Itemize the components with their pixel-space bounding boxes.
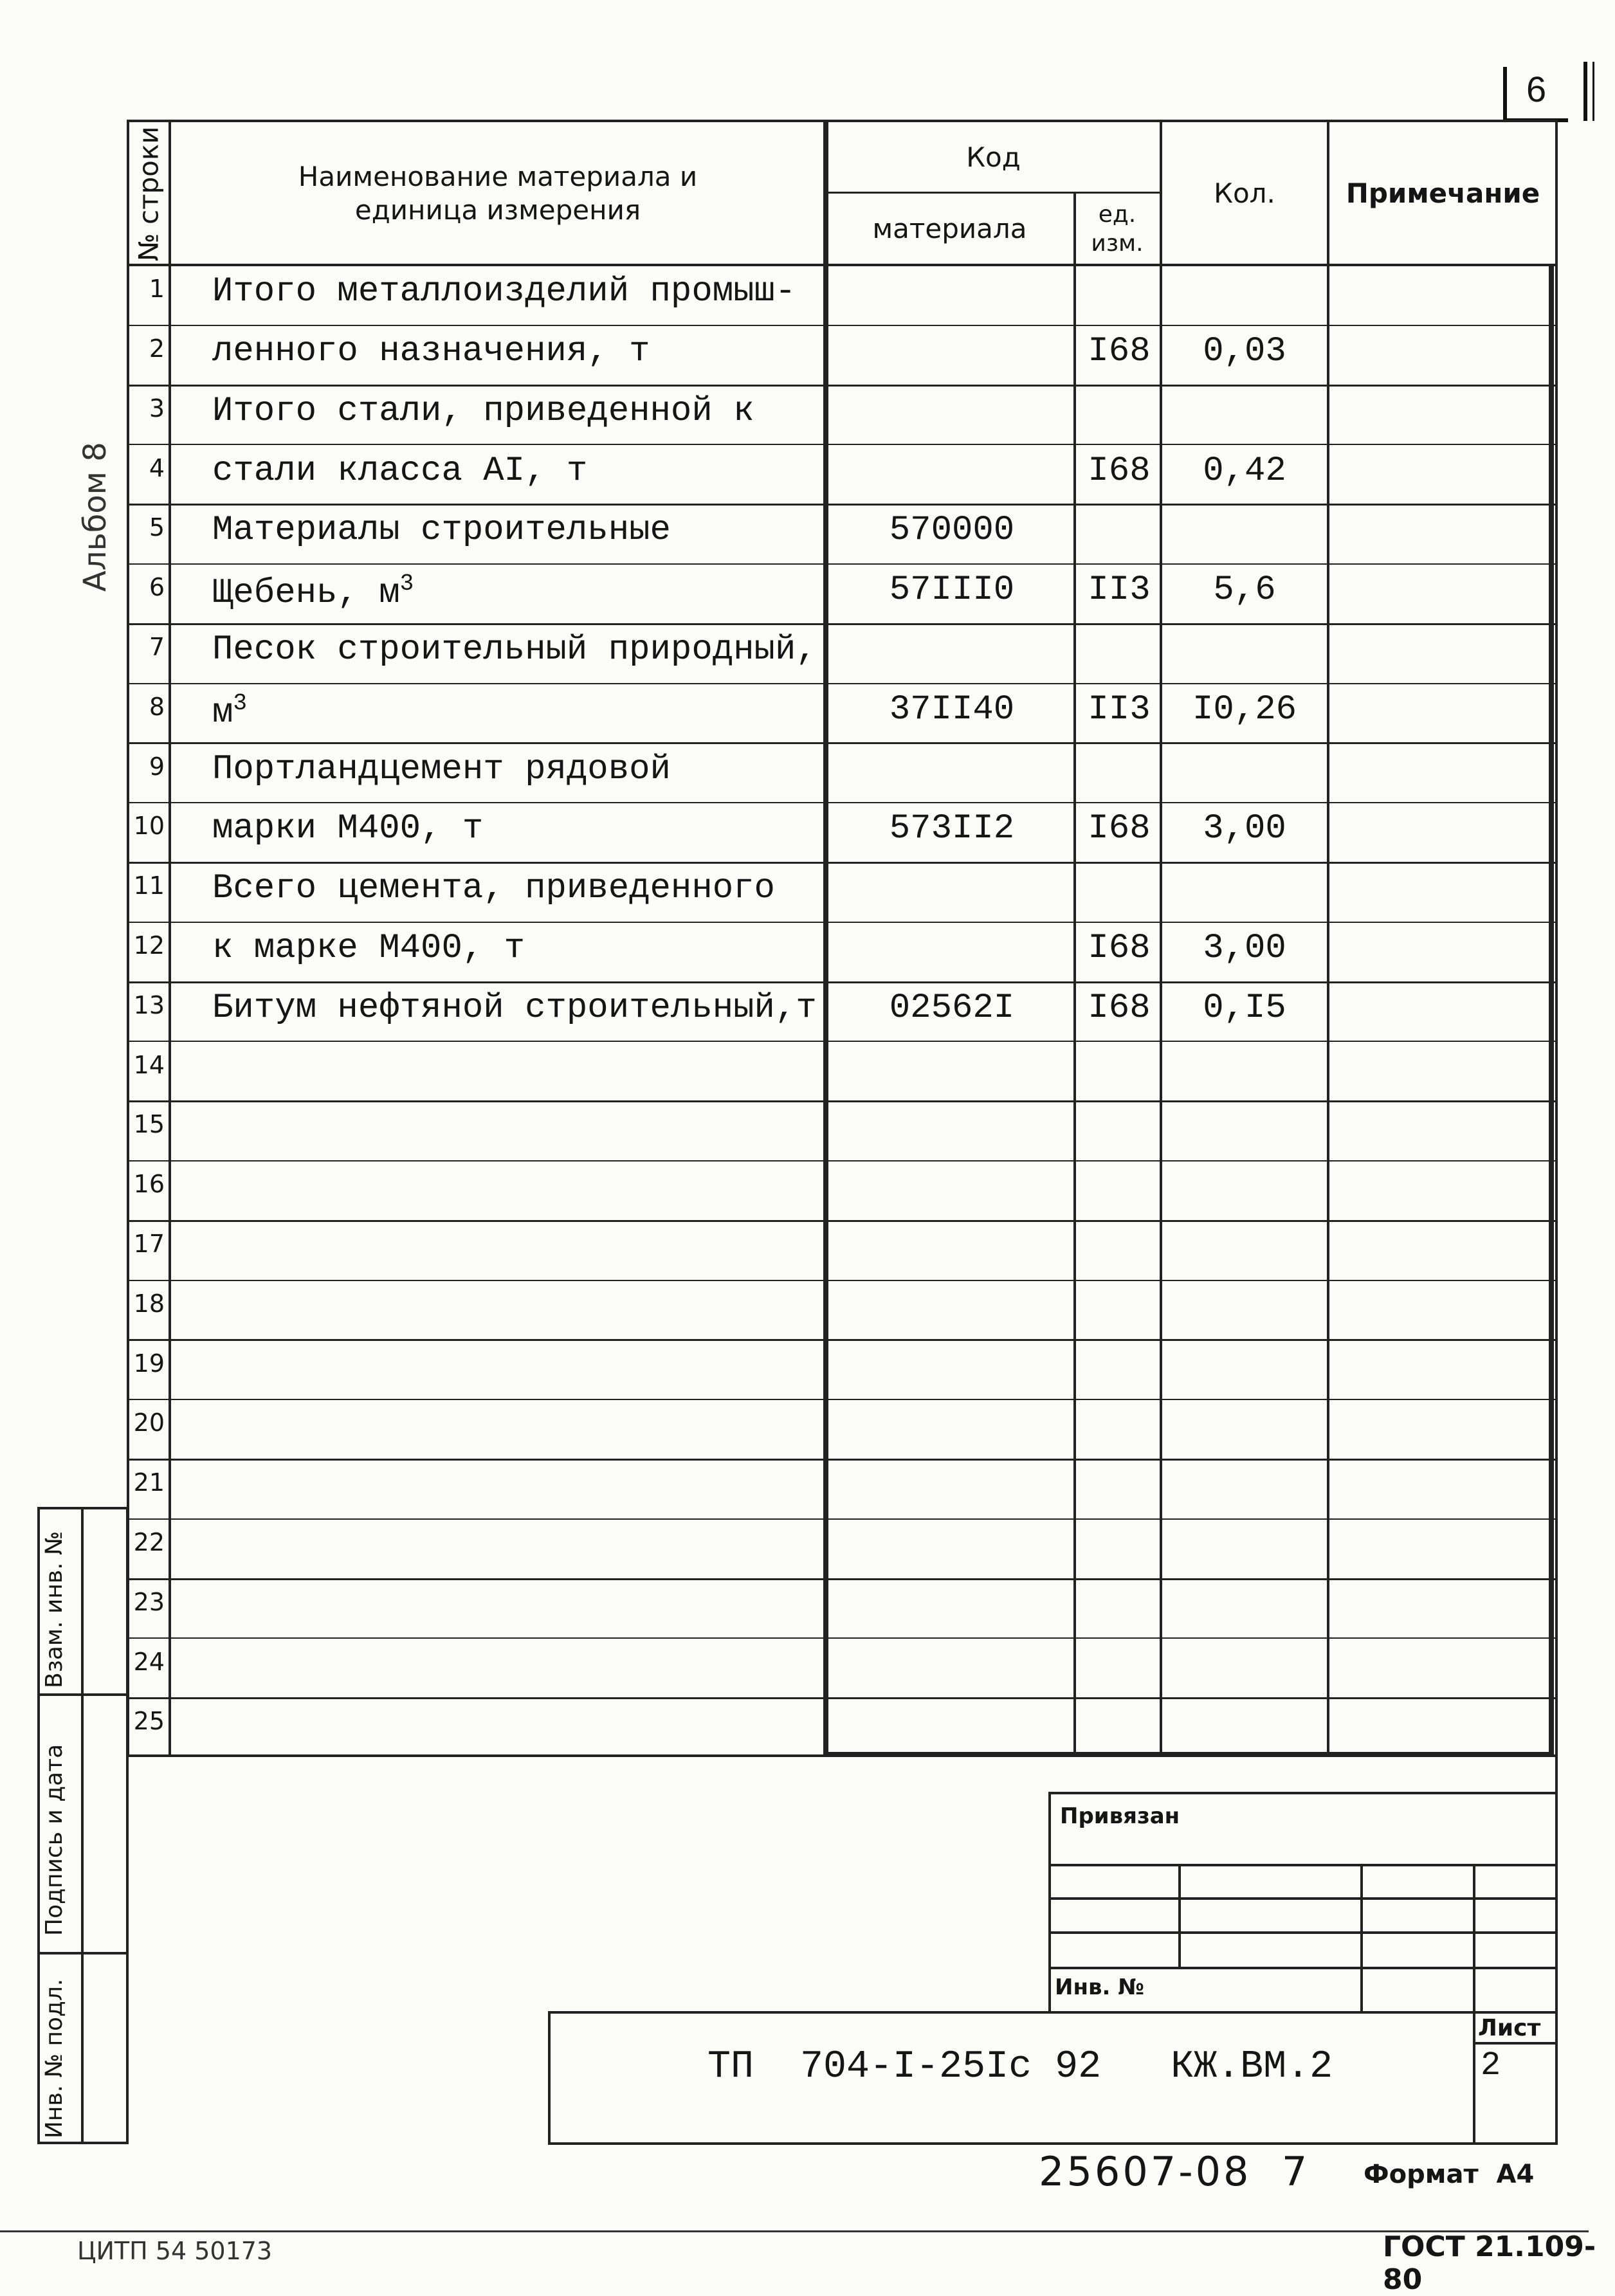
row-number: 22 (133, 1528, 165, 1556)
row-number: 13 (133, 991, 165, 1019)
grid-line (127, 264, 1558, 266)
header-row-number: № строки (132, 126, 165, 261)
grid-line (1073, 192, 1076, 1757)
side-vzam-inv: Взам. инв. № (41, 1531, 68, 1688)
grid-line (127, 1160, 1558, 1162)
grid-line (127, 1100, 1558, 1102)
grid-line (127, 862, 1558, 864)
grid-line (823, 1752, 1554, 1757)
material-name: Всего цемента, приведенного (212, 869, 775, 908)
material-code: 37II40 (889, 690, 1015, 729)
album-label: Альбом 8 (77, 442, 113, 592)
unit-code: I68 (1088, 332, 1151, 371)
material-name: Итого стали, приведенной к (212, 392, 754, 431)
material-name: ленного назначения, т (212, 332, 650, 371)
grid-line (127, 444, 1558, 445)
format-label: Формат А4 (1364, 2160, 1535, 2189)
row-number: 15 (133, 1110, 165, 1138)
grid-line (127, 1280, 1558, 1281)
header-code-material: материала (872, 212, 1027, 244)
material-name: стали класса AI, т (212, 451, 588, 491)
grid-line (127, 1220, 1558, 1222)
header-note: Примечание (1346, 177, 1540, 209)
quantity: 3,00 (1203, 929, 1286, 968)
material-name: Битум нефтяной строительный,т (212, 989, 817, 1028)
row-number: 16 (133, 1170, 165, 1198)
header-qty: Кол. (1214, 177, 1275, 209)
grid-line (127, 1459, 1558, 1461)
row-number: 6 (149, 573, 165, 601)
header-code-unit: ед. изм. (1091, 201, 1144, 257)
grid-line (127, 1697, 1558, 1699)
row-number: 2 (149, 334, 165, 363)
row-number: 19 (133, 1349, 165, 1378)
row-number: 3 (149, 394, 165, 423)
material-name: Песок строительный природный, (212, 630, 817, 670)
grid-line (127, 325, 1558, 326)
unit-code: I68 (1088, 809, 1151, 848)
material-name: Щебень, $м^3$ (212, 570, 414, 613)
material-code: 02562I (889, 989, 1015, 1028)
grid-line (127, 683, 1558, 684)
stamp-privyazan: Привязан (1060, 1803, 1180, 1829)
grid-line (127, 385, 1558, 387)
row-number: 25 (133, 1707, 165, 1735)
side-inv-podl: Инв. № подл. (41, 1978, 68, 2138)
grid-line (127, 742, 1558, 744)
row-number: 24 (133, 1648, 165, 1676)
corner-mark (1592, 62, 1594, 121)
quantity: 0,03 (1203, 332, 1286, 371)
row-number: 11 (133, 871, 165, 900)
grid-line (826, 192, 1161, 194)
gost-label: ГОСТ 21.109-80 (1383, 2230, 1596, 2296)
unit-code: I68 (1088, 989, 1151, 1028)
grid-line (127, 563, 1558, 565)
grid-line (823, 120, 828, 1757)
footer-code: ЦИТП 54 50173 (77, 2237, 273, 2265)
row-number: 7 (149, 633, 165, 661)
grid-line (127, 623, 1558, 625)
row-number: 4 (149, 454, 165, 482)
material-name: марки М400, т (212, 809, 484, 848)
grid-line (127, 981, 1558, 983)
quantity: 5,6 (1213, 570, 1276, 610)
header-code: Код (966, 141, 1021, 173)
material-name: Итого металлоизделий промыш- (212, 272, 796, 311)
grid-line (127, 922, 1558, 923)
material-name: Материалы строительные (212, 511, 671, 550)
sheet-number: 2 (1481, 2046, 1501, 2084)
stamp-inv-no: Инв. № (1055, 1974, 1145, 2000)
side-podpis-data: Подпись и дата (41, 1744, 68, 1936)
unit-code: II3 (1088, 570, 1151, 610)
page-number: 6 (1526, 69, 1547, 109)
row-number: 23 (133, 1588, 165, 1616)
row-number: 14 (133, 1051, 165, 1079)
unit-code: I68 (1088, 929, 1151, 968)
grid-line (1549, 265, 1554, 1757)
grid-line (127, 1578, 1558, 1580)
row-number: 9 (149, 752, 165, 781)
quantity: I0,26 (1192, 690, 1297, 729)
material-code: 57III0 (889, 570, 1015, 610)
quantity: 0,I5 (1203, 989, 1286, 1028)
row-number: 18 (133, 1289, 165, 1318)
unit-code: II3 (1088, 690, 1151, 729)
material-name: Портландцемент рядовой (212, 750, 671, 789)
grid-line (127, 1518, 1558, 1520)
material-name: $м^3$ (212, 690, 248, 733)
row-number: 1 (149, 275, 165, 303)
row-number: 12 (133, 931, 165, 960)
material-code: 570000 (889, 511, 1015, 550)
quantity: 3,00 (1203, 809, 1286, 848)
quantity: 0,42 (1203, 451, 1286, 491)
header-name: Наименование материала и единица измерения (298, 160, 698, 226)
row-number: 20 (133, 1408, 165, 1437)
sheet-label: Лист (1478, 2015, 1541, 2041)
grid-line (127, 1339, 1558, 1341)
row-number: 17 (133, 1230, 165, 1258)
material-name: к марке М400, т (212, 929, 525, 968)
corner-mark (1583, 62, 1587, 121)
grid-line (127, 1041, 1558, 1042)
unit-code: I68 (1088, 451, 1151, 491)
grid-line (127, 802, 1558, 803)
handwritten-number: 25607-08 7 (1039, 2148, 1310, 2195)
row-number: 5 (149, 513, 165, 542)
grid-line (127, 504, 1558, 506)
grid-line (169, 120, 171, 1757)
row-number: 10 (133, 812, 165, 840)
row-number: 8 (149, 693, 165, 721)
page-number-box (1503, 67, 1568, 122)
row-number: 21 (133, 1468, 165, 1497)
material-code: 573II2 (889, 809, 1015, 848)
document-designation: ТП 704-I-25Iс 92 КЖ.ВМ.2 (707, 2045, 1333, 2089)
grid-line (127, 1399, 1558, 1400)
grid-line (127, 1637, 1558, 1639)
